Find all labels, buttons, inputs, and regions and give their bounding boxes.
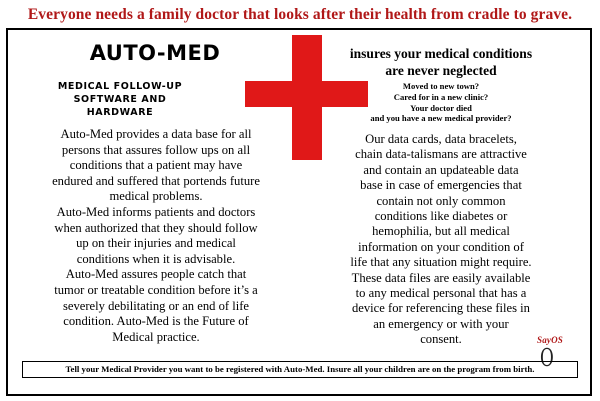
body-line: device for referencing these files in (352, 301, 530, 316)
signature-text: SayOS (537, 335, 564, 345)
body-line: tumor or treatable condition before it’s a (54, 282, 258, 297)
right-body-text (316, 132, 566, 348)
question-item: and you have a new medical provider? (370, 113, 512, 124)
body-line: Auto-Med provides a data base for all (60, 127, 252, 141)
tagline-line: HARDWARE (86, 107, 154, 118)
body-line: conditions that a patient may have (69, 158, 243, 173)
body-line: Auto-Med informs patients and doctors (56, 204, 256, 219)
body-line: base in case of emergencies that (360, 178, 522, 193)
body-line: contain not only common (376, 193, 506, 208)
body-line: life that any situation might require. (350, 255, 532, 270)
body-line: an emergency or with your (373, 316, 509, 331)
body-line: and contain an updateable data (363, 162, 519, 177)
body-line: condition. Auto-Med is the Future of (63, 314, 249, 329)
right-title-line: insures your medical conditions (349, 46, 533, 61)
body-line: up on their injuries and medical (76, 236, 236, 251)
body-line: chain data-talismans are attractive (355, 147, 527, 162)
body-line: These data files are easily available (351, 270, 531, 285)
body-line: when authorized that they should follow (54, 220, 258, 235)
body-line: Our data cards, data bracelets, (365, 132, 517, 146)
body-line: Medical practice. (112, 329, 200, 344)
right-title-line: are never neglected (385, 63, 497, 78)
body-line: hemophilia, but all medical (372, 224, 510, 239)
body-line: endured and suffered that portends future (52, 173, 260, 188)
body-line: information on your condition of (358, 239, 524, 254)
signature-o-icon: O (539, 344, 554, 372)
body-line: medical problems. (109, 189, 203, 204)
questions-list (336, 81, 546, 124)
brand-logo: AUTO-MED (89, 41, 221, 65)
body-line: consent. (420, 332, 462, 347)
question-item: Moved to new town? (402, 81, 480, 91)
tagline-line: SOFTWARE AND (73, 94, 167, 105)
body-line: Auto-Med assures people catch that (65, 267, 247, 282)
body-line: to any medical personal that has a (355, 286, 527, 301)
right-title (336, 45, 546, 79)
left-body-text (22, 127, 290, 345)
question-item: Cared for in a new clinic? (393, 91, 489, 102)
body-line: conditions when it is advisable. (76, 251, 236, 266)
headline: Everyone needs a family doctor that looks after their health from cradle to grave. (27, 6, 573, 23)
question-item: Your doctor died (410, 102, 472, 113)
footer-notice: Tell your Medical Provider you want to be registered with Auto-Med. Insure all your children are on the program from birth. (22, 361, 578, 378)
body-line: severely debilitating or an end of life (62, 298, 250, 313)
body-line: persons that assures follow ups on all (61, 142, 251, 157)
tagline-line: MEDICAL FOLLOW-UP (57, 81, 183, 92)
body-line: conditions like diabetes or (374, 209, 508, 224)
tagline (55, 80, 185, 119)
